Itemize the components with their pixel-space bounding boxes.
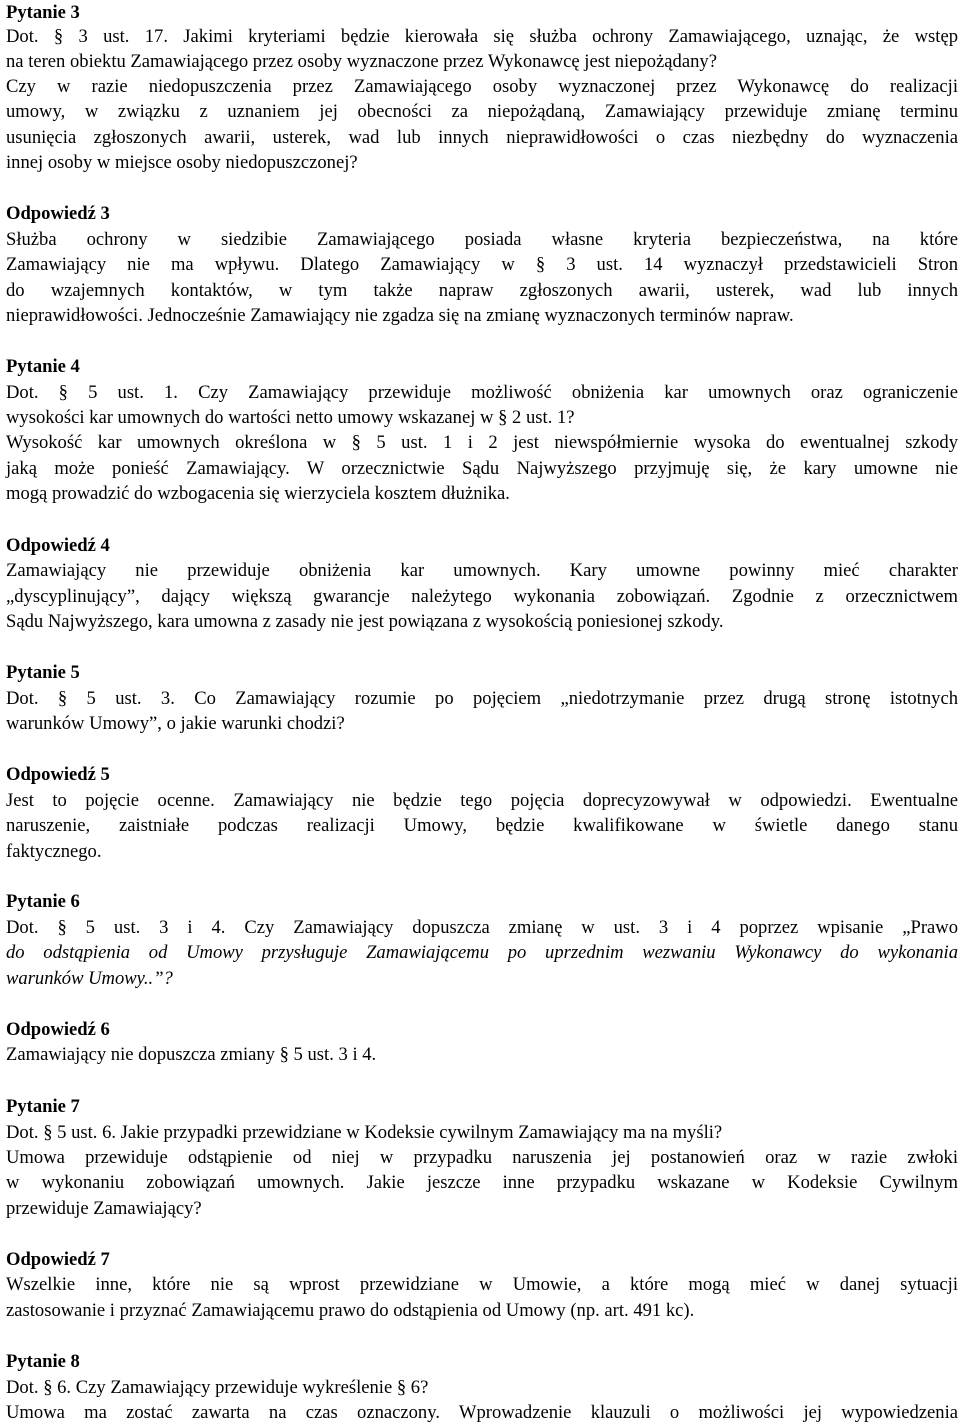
heading-pytanie-4: Pytanie 4 xyxy=(6,356,80,377)
paragraph-line: Dot. § 6. Czy Zamawiający przewiduje wykreślenie § 6? xyxy=(6,1377,429,1398)
paragraph-line: mogą prowadzić do wzbogacenia się wierzyciela kosztem dłużnika. xyxy=(6,483,510,504)
paragraph-line: umowy, w związku z uznaniem jej obecności za niepożądaną, Zamawiający przewiduje zmianę terminu xyxy=(6,101,958,122)
paragraph-line: Dot. § 5 ust. 6. Jakie przypadki przewidziane w Kodeksie cywilnym Zamawiający ma na myśli? xyxy=(6,1122,723,1143)
heading-pytanie-8: Pytanie 8 xyxy=(6,1351,80,1372)
paragraph-line: Dot. § 5 ust. 3 i 4. Czy Zamawiający dopuszcza zmianę w ust. 3 i 4 poprzez wpisanie „Prawo xyxy=(6,917,958,938)
paragraph-line: Czy w razie niedopuszczenia przez Zamawiającego osoby wyznaczonej przez Wykonawcę do realizacji xyxy=(6,76,958,97)
paragraph-line: jaką może ponieść Zamawiający. W orzecznictwie Sądu Najwyższego przyjmuję się, że kary umowne nie xyxy=(6,458,958,479)
paragraph-line: Służba ochrony w siedzibie Zamawiającego posiada własne kryteria bezpieczeństwa, na które xyxy=(6,229,958,250)
paragraph-line: Dot. § 5 ust. 1. Czy Zamawiający przewiduje możliwość obniżenia kar umownych oraz ograniczenie xyxy=(6,382,958,403)
paragraph-line: zastosowanie i przyznać Zamawiającemu prawo do odstąpienia od Umowy (np. art. 491 kc). xyxy=(6,1300,695,1321)
paragraph-line: Zamawiający nie przewiduje obniżenia kar umownych. Kary umowne powinny mieć charakter xyxy=(6,560,958,581)
paragraph-line: wysokości kar umownych do wartości netto umowy wskazanej w § 2 ust. 1? xyxy=(6,407,575,428)
paragraph-line: Wszelkie inne, które nie są wprost przewidziane w Umowie, a które mogą mieć w danej sytuacji xyxy=(6,1274,958,1295)
heading-odpowiedz-5: Odpowiedź 5 xyxy=(6,764,110,785)
heading-pytanie-3: Pytanie 3 xyxy=(6,2,80,23)
paragraph-line: Jest to pojęcie ocenne. Zamawiający nie będzie tego pojęcia doprecyzowywał w odpowiedzi. Ewentualne xyxy=(6,790,958,811)
heading-odpowiedz-3: Odpowiedź 3 xyxy=(6,203,110,224)
paragraph-line: Dot. § 3 ust. 17. Jakimi kryteriami będzie kierowała się służba ochrony Zamawiającego, uznając, że wstęp xyxy=(6,26,958,47)
paragraph-line: Umowa ma zostać zawarta na czas oznaczony. Wprowadzenie klauzuli o możliwości jej wypowiedzenia xyxy=(6,1402,958,1423)
heading-odpowiedz-6: Odpowiedź 6 xyxy=(6,1019,110,1040)
heading-pytanie-7: Pytanie 7 xyxy=(6,1096,80,1117)
paragraph-line: Sądu Najwyższego, kara umowna z zasady nie jest powiązana z wysokością poniesionej szkody. xyxy=(6,611,724,632)
heading-odpowiedz-4: Odpowiedź 4 xyxy=(6,535,110,556)
paragraph-line: w wykonaniu zobowiązań umownych. Jakie jeszcze inne przypadku wskazane w Kodeksie Cywilnym xyxy=(6,1172,958,1193)
paragraph-line: Umowa przewiduje odstąpienie od niej w przypadku naruszenia jej postanowień oraz w razie zwłoki xyxy=(6,1147,958,1168)
paragraph-line-italic: warunków Umowy..”? xyxy=(6,968,173,989)
paragraph-line: przewiduje Zamawiający? xyxy=(6,1198,202,1219)
heading-odpowiedz-7: Odpowiedź 7 xyxy=(6,1249,110,1270)
paragraph-line: Wysokość kar umownych określona w § 5 ust. 1 i 2 jest niewspółmiernie wysoka do ewentualnej szkody xyxy=(6,432,958,453)
paragraph-line: innej osoby w miejsce osoby niedopuszczonej? xyxy=(6,152,358,173)
paragraph-line: naruszenie, zaistniałe podczas realizacji Umowy, będzie kwalifikowane w świetle danego stanu xyxy=(6,815,958,836)
paragraph-line-italic: do odstąpienia od Umowy przysługuje Zamawiającemu po uprzednim wezwaniu Wykonawcy do wykonania xyxy=(6,942,958,963)
paragraph-line: faktycznego. xyxy=(6,841,102,862)
paragraph-line: na teren obiektu Zamawiającego przez osoby wyznaczone przez Wykonawcę jest niepożądany? xyxy=(6,51,717,72)
paragraph-line: Zamawiający nie dopuszcza zmiany § 5 ust. 3 i 4. xyxy=(6,1044,377,1065)
paragraph-line: usunięcia zgłoszonych awarii, usterek, wad lub innych nieprawidłowości o czas niezbędny do wyznaczenia xyxy=(6,127,958,148)
paragraph-line: „dyscyplinujący”, dający większą gwarancje należytego wykonania zobowiązań. Zgodnie z orzecznictwem xyxy=(6,586,958,607)
paragraph-line: Dot. § 5 ust. 3. Co Zamawiający rozumie po pojęciem „niedotrzymanie przez drugą stronę istotnych xyxy=(6,688,958,709)
heading-pytanie-5: Pytanie 5 xyxy=(6,662,80,683)
paragraph-line: Zamawiający nie ma wpływu. Dlatego Zamawiający w § 3 ust. 14 wyznaczył przedstawicieli Stron xyxy=(6,254,958,275)
paragraph-line: do wzajemnych kontaktów, w tym także napraw zgłoszonych awarii, usterek, wad lub innych xyxy=(6,280,958,301)
paragraph-line: warunków Umowy”, o jakie warunki chodzi? xyxy=(6,713,345,734)
paragraph-line: nieprawidłowości. Jednocześnie Zamawiający nie zgadza się na zmianę wyznaczonych terminów napraw. xyxy=(6,305,794,326)
heading-pytanie-6: Pytanie 6 xyxy=(6,891,80,912)
